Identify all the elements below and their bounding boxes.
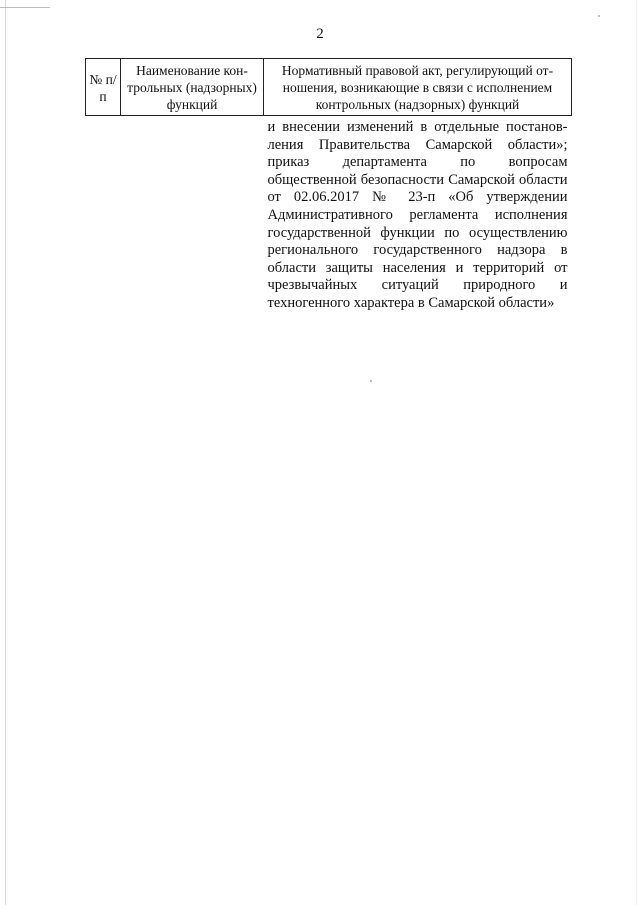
regulatory-acts-table bbox=[85, 58, 572, 313]
scan-edge-right bbox=[636, 0, 637, 905]
scan-corner bbox=[0, 0, 50, 8]
table-row bbox=[86, 116, 572, 313]
cell-number bbox=[86, 116, 121, 313]
scan-speck bbox=[370, 380, 372, 382]
cell-function-name bbox=[121, 116, 264, 313]
header-function-name: Наименование кон-трольных (надзорных) функций bbox=[121, 59, 264, 116]
cell-regulatory-act: и внесении изменений в отдельные постанов-ления Правительства Самарской области»; приказ департамента по вопросам общественной безопасности Самарской области от 02.06.2017 № 23-п «Об утверждении Административного регламента исполнения государственной функции по осуществлению регионального государственного надзора в области защиты населения и территорий от чрезвычайных ситуаций природного и техногенного характера в Самарской области» bbox=[267, 119, 568, 311]
table-header-row bbox=[86, 59, 572, 116]
scan-edge-left bbox=[5, 0, 6, 905]
header-regulatory-act: Нормативный правовой акт, регулирующий от-ношения, возникающие в связи с исполнением контрольных (надзорных) функций bbox=[264, 59, 572, 116]
header-number: № п/п bbox=[86, 59, 121, 116]
page-number: 2 bbox=[316, 26, 324, 42]
scan-speck bbox=[598, 15, 600, 17]
